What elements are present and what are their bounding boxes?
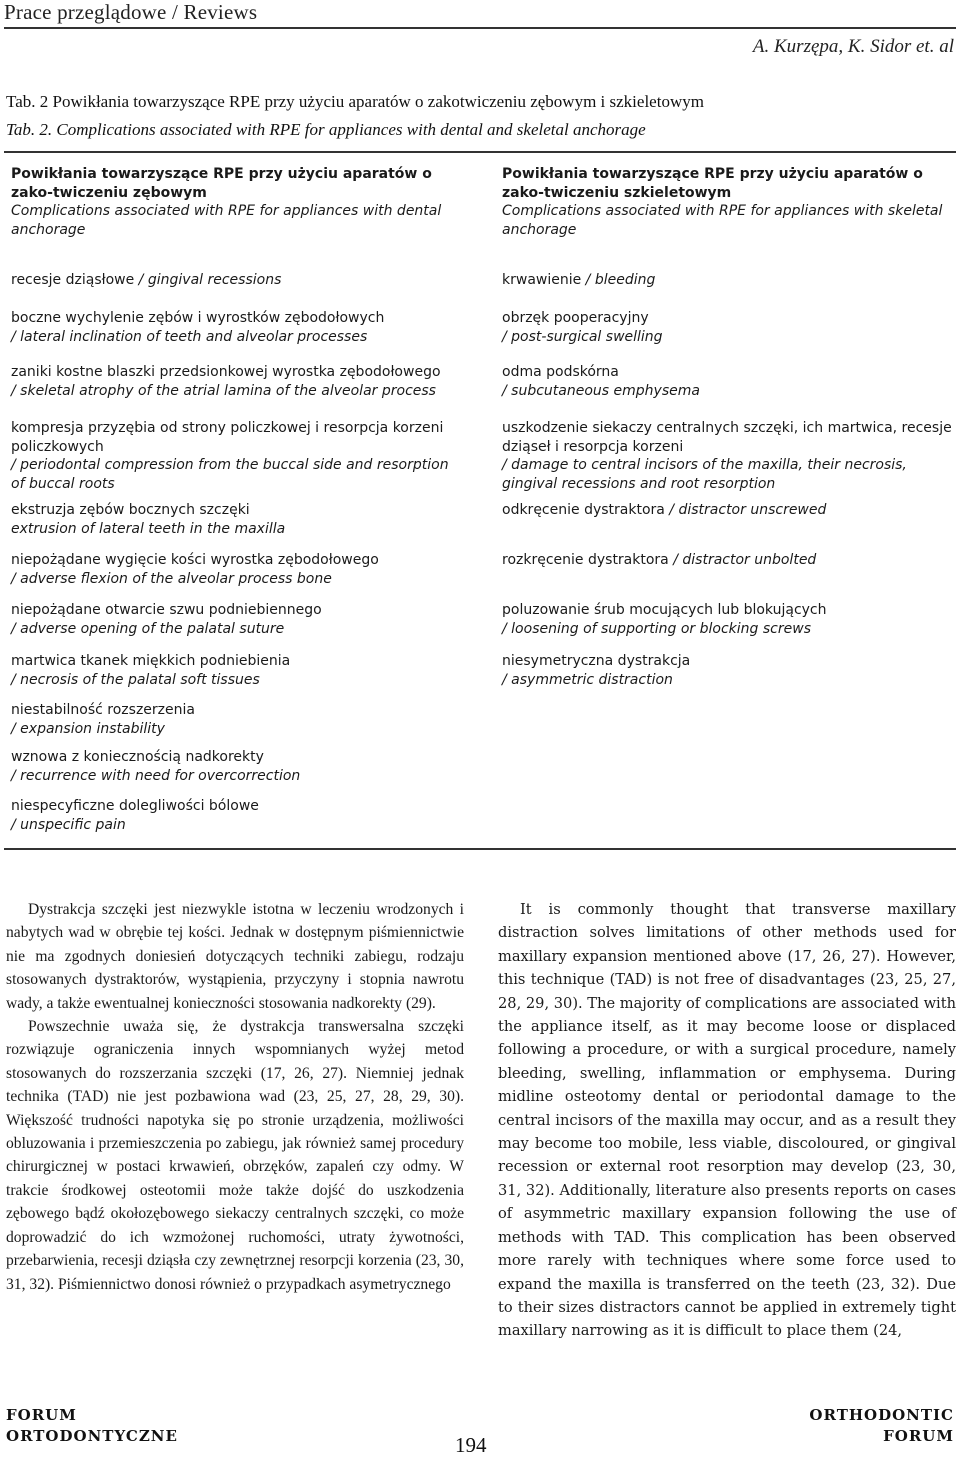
complication-en: / asymmetric distraction (502, 671, 673, 688)
complication-item (502, 501, 952, 520)
complication-item (11, 652, 461, 689)
complication-pl: niestabilność rozszerzenia (11, 702, 195, 718)
complication-pl: odkręcenie dystraktora (502, 502, 665, 518)
complication-item (11, 501, 461, 538)
complication-en: / distractor unbolted (668, 552, 817, 568)
journal-name-line: ORTHODONTIC (809, 1406, 954, 1424)
complication-item (502, 309, 952, 346)
complication-pl: zaniki kostne blaszki przedsionkowej wyrostka zębodołowego (11, 364, 441, 380)
complication-en: / subcutaneous emphysema (502, 382, 700, 399)
complication-en: / adverse flexion of the alveolar process bone (11, 570, 332, 587)
journal-name-line: FORUM (6, 1406, 77, 1424)
complication-item (502, 419, 952, 493)
complication-pl: wznowa z koniecznością nadkorekty (11, 749, 264, 765)
column-header (11, 165, 461, 257)
complication-en: / damage to central incisors of the maxilla, their necrosis, gingival recessions and root resorption (502, 457, 907, 492)
body-text-en (498, 898, 956, 1343)
table-column-dental (11, 165, 461, 833)
journal-name-line: FORUM (883, 1427, 954, 1445)
complication-item (502, 652, 952, 689)
page-number: 194 (455, 1433, 487, 1457)
journal-name-pl (6, 1405, 178, 1447)
section-label: Prace przeglądowe / Reviews (4, 0, 258, 24)
complication-en: / periodontal compression from the buccal side and resorption of buccal roots (11, 457, 449, 492)
complication-item (11, 363, 461, 400)
complication-en: / necrosis of the palatal soft tissues (11, 671, 260, 688)
complication-en: / post-surgical swelling (502, 328, 663, 345)
complication-item (11, 701, 461, 738)
complication-item (11, 271, 461, 290)
complication-pl: kompresja przyzębia od strony policzkowej i resorpcja korzeni policzkowych (11, 420, 444, 455)
complication-en: / expansion instability (11, 720, 165, 737)
paragraph: Dystrakcja szczęki jest niezwykle istotna w leczeniu wrodzonych i nabytych wad w obrębie tej kości. Jednak w dostępnym piśmiennictwie nie ma zgodnych doniesień dotyczących techniki zabiegu, rodzaju stosowanych dystraktorów, wystąpienia, przyczyny i stopnia nawrotu wady, a także ewentualnej konieczności stosowania nadkorekty (29). (6, 901, 464, 1012)
complication-en: / lateral inclination of teeth and alveolar processes (11, 328, 368, 345)
complication-pl: obrzęk pooperacyjny (502, 310, 649, 326)
complication-item (11, 748, 461, 785)
paragraph: It is commonly thought that transverse maxillary distraction solves limitations of other methods used for maxillary expansion mentioned above (17, 26, 27). However, this technique (TAD) is not free of disadvantages (23, 25, 27, 28, 29, 30). The majority of complications are associated with the appliance itself, as it may become loose or displaced following a procedure, or with a surgical procedure, namely bleeding, swelling, inflammation or emphysema. During midline osteotomy dental or periodontal damage to the central incisors of the maxilla may occur, and as a result they may become too mobile, less viable, discoloured, or gingival recession or external root resorption may develop (23, 30, 31, 32). Additionally, literature also presents reports on cases of asymmetric maxillary expansion following the use of methods with TAD. This complication has been observed more rarely with techniques where some force used to expand the maxilla is transferred on the teeth (23, 32). Due to their sizes distractors cannot be applied in extremely tight maxillary narrowing as it is difficult to place them (24, (498, 901, 956, 1340)
complication-item (11, 797, 461, 834)
column-header-en: Complications associated with RPE for appliances with skeletal anchorage (502, 203, 943, 238)
complication-item (11, 601, 461, 638)
complication-pl: martwica tkanek miękkich podniebienia (11, 653, 291, 669)
header-rule (4, 27, 956, 29)
journal-name-en (809, 1405, 954, 1447)
table-top-rule (4, 151, 956, 153)
complication-pl: niepożądane wygięcie kości wyrostka zębodołowego (11, 552, 379, 568)
table-bottom-rule (4, 848, 956, 850)
complication-pl: rozkręcenie dystraktora (502, 552, 669, 568)
complication-pl: niepożądane otwarcie szwu podniebiennego (11, 602, 322, 618)
complication-en: / skeletal atrophy of the atrial lamina of the alveolar process (11, 382, 436, 399)
complication-pl: boczne wychylenie zębów i wyrostków zębodołowych (11, 310, 385, 326)
table-column-skeletal (502, 165, 952, 688)
complication-en: / adverse opening of the palatal suture (11, 620, 285, 637)
complication-item (11, 551, 461, 588)
complication-pl: recesje dziąsłowe (11, 272, 135, 288)
complication-pl: odma podskórna (502, 364, 619, 380)
complication-item (11, 419, 461, 493)
complication-item (502, 601, 952, 638)
complication-en: / gingival recessions (134, 272, 282, 288)
complication-item (502, 551, 952, 570)
complication-pl: ekstruzja zębów bocznych szczęki (11, 502, 250, 518)
body-text-pl (6, 898, 464, 1296)
complication-item (502, 271, 952, 290)
complication-en: / unspecific pain (11, 816, 126, 833)
complication-item (502, 363, 952, 400)
complication-en: extrusion of lateral teeth in the maxilla (11, 520, 286, 537)
authors: A. Kurzępa, K. Sidor et. al (752, 36, 954, 57)
complication-pl: poluzowanie śrub mocujących lub blokujących (502, 602, 827, 618)
table-title-en: Tab. 2. Complications associated with RPE for appliances with dental and skeletal anchorage (6, 120, 646, 139)
complication-pl: krwawienie (502, 272, 582, 288)
complication-pl: niespecyficzne dolegliwości bólowe (11, 798, 259, 814)
column-header (502, 165, 952, 257)
complication-en: / bleeding (581, 272, 656, 288)
complication-item (11, 309, 461, 346)
column-header-pl: Powikłania towarzyszące RPE przy użyciu aparatów o zako-twiczeniu szkieletowym (502, 166, 923, 201)
table-title-pl: Tab. 2 Powikłania towarzyszące RPE przy użyciu aparatów o zakotwiczeniu zębowym i szkieletowym (6, 92, 704, 111)
column-header-pl: Powikłania towarzyszące RPE przy użyciu aparatów o zako-twiczeniu zębowym (11, 166, 432, 201)
complication-en: / loosening of supporting or blocking screws (502, 620, 811, 637)
complication-en: / distractor unscrewed (664, 502, 827, 518)
complication-pl: niesymetryczna dystrakcja (502, 653, 691, 669)
complication-pl: uszkodzenie siekaczy centralnych szczęki, ich martwica, recesje dziąseł i resorpcja korzeni (502, 420, 952, 455)
paragraph: Powszechnie uważa się, że dystrakcja transwersalna szczęki rozwiązuje ograniczenia innych wspomnianych wyżej metod stosowanych do rozszerzania szczęki (17, 26, 27). Niemniej jednak technika (TAD) nie jest pozbawiona wad (23, 25, 27, 28, 29, 30). Większość trudności napotyka się po stronie urządzenia, możliwości obluzowania i przemieszczenia po zabiegu, jak również samej procedury chirurgicznej w postaci krwawień, obrzęków, zapaleń czy odmy. W trakcie środkowej osteotomii może także dojść do uszkodzenia zębowego bądź okołozębowego siekaczy centralnych szczęki, co może doprowadzić do ich wzmożonej ruchomości, utraty żywotności, przebarwienia, recesji dziąsła czy zewnętrznej resorpcji korzenia (23, 30, 31, 32). Piśmiennictwo donosi również o przypadkach asymetrycznego (6, 1018, 464, 1293)
journal-name-line: ORTODONTYCZNE (6, 1427, 178, 1445)
column-header-en: Complications associated with RPE for appliances with dental anchorage (11, 203, 442, 238)
complication-en: / recurrence with need for overcorrection (11, 767, 301, 784)
